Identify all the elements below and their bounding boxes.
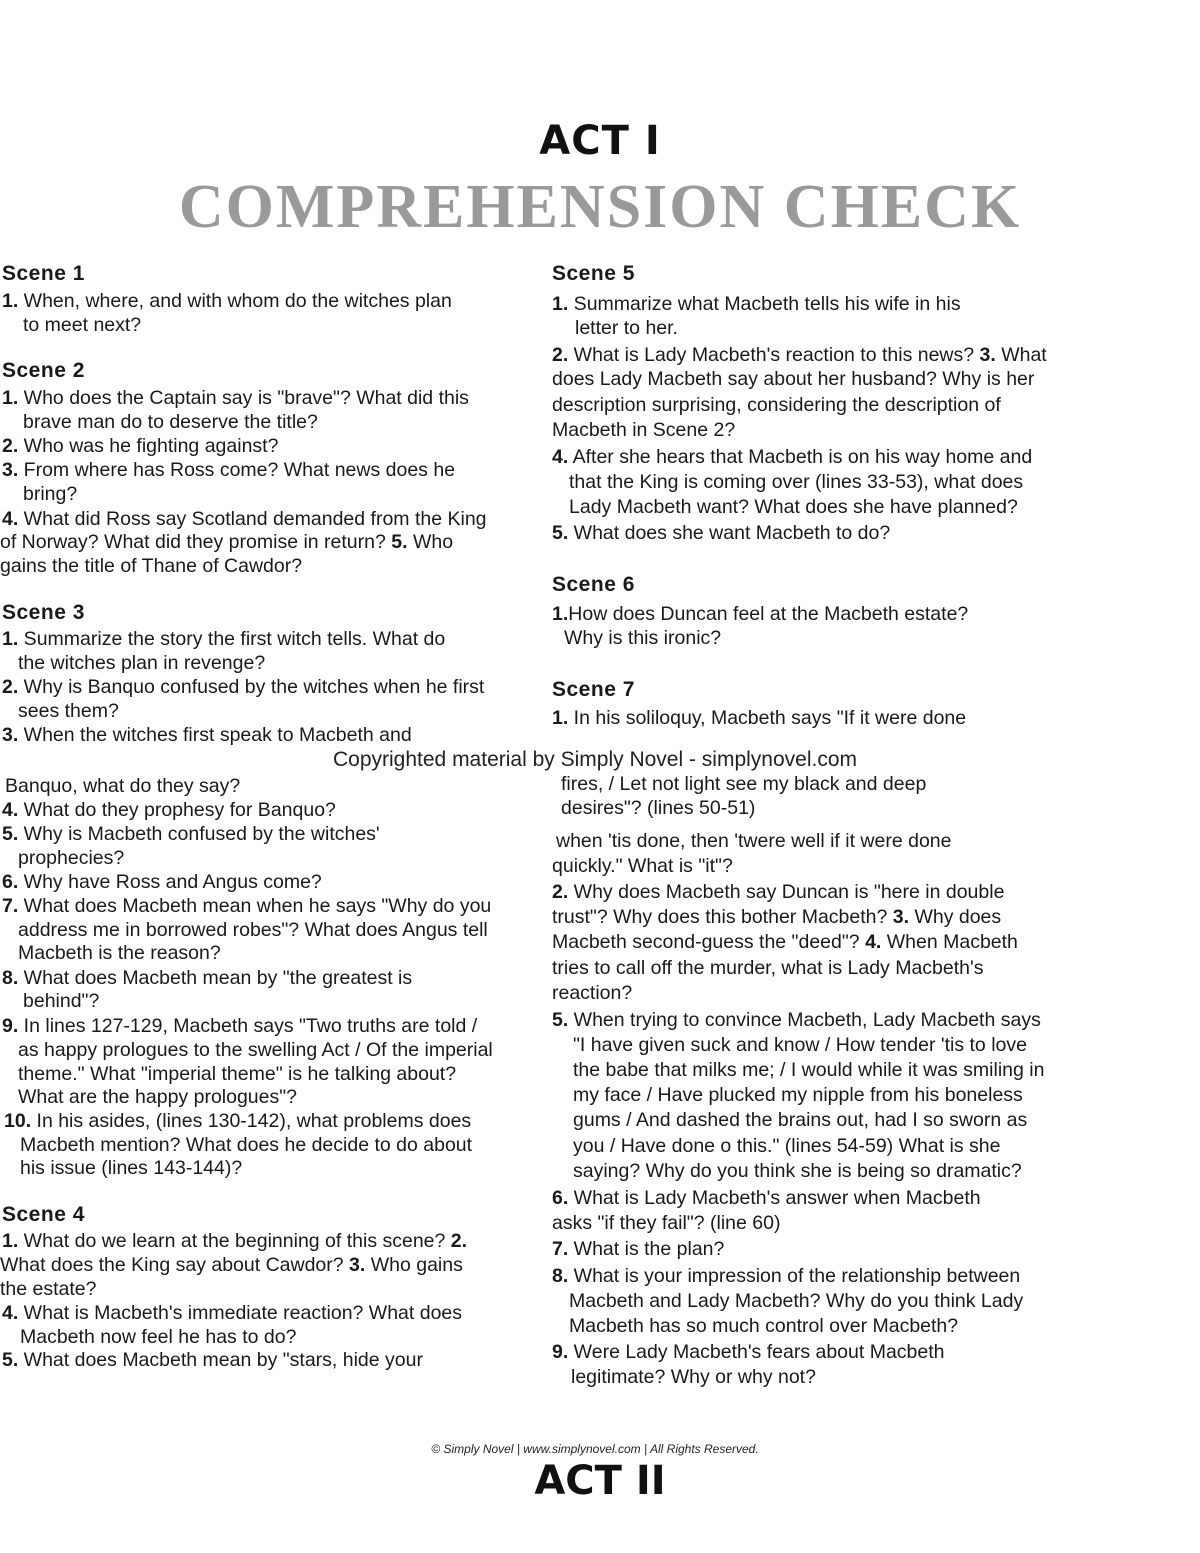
question-line: 1. In his soliloquy, Macbeth says "If it were done <box>552 707 967 729</box>
question-line: brave man do to deserve the title? <box>23 411 318 433</box>
question-line: 5. What does she want Macbeth to do? <box>552 522 891 544</box>
question-line: Macbeth is the reason? <box>18 942 221 964</box>
question-line: when 'tis done, then 'twere well if it were done <box>556 830 952 852</box>
copyright-watermark: Copyrighted material by Simply Novel - simplynovel.com <box>333 748 858 771</box>
question-line: his issue (lines 143-144)? <box>20 1157 243 1179</box>
question-line: description surprising, considering the description of <box>552 394 1001 416</box>
scene-4-heading: Scene 4 <box>2 1203 85 1226</box>
question-line: gains the title of Thane of Cawdor? <box>0 555 303 577</box>
question-line: 2. Who was he fighting against? <box>2 435 279 457</box>
question-line: saying? Why do you think she is being so dramatic? <box>573 1160 1022 1182</box>
scene-5-heading: Scene 5 <box>552 262 635 285</box>
question-line: does Lady Macbeth say about her husband? Why is her <box>552 368 1035 390</box>
question-line: 1. Summarize what Macbeth tells his wife in his <box>552 293 961 315</box>
question-line: 8. What does Macbeth mean by "the greatest is <box>2 967 413 989</box>
question-line: 1. When, where, and with whom do the witches plan <box>2 290 452 312</box>
scene-1-heading: Scene 1 <box>2 262 85 285</box>
question-line: 1. Summarize the story the first witch tells. What do <box>2 628 446 650</box>
question-line: 2. Why does Macbeth say Duncan is "here in double <box>552 881 1005 903</box>
question-line: quickly." What is "it"? <box>552 855 733 877</box>
question-line: reaction? <box>552 982 633 1004</box>
question-line: 10. In his asides, (lines 130-142), what problems does <box>4 1110 472 1132</box>
question-line: 9. Were Lady Macbeth's fears about Macbeth <box>552 1341 945 1363</box>
question-line: prophecies? <box>18 847 125 869</box>
question-line: 4. What do they prophesy for Banquo? <box>2 799 336 821</box>
question-line: Why is this ironic? <box>564 627 722 649</box>
next-act-title: ACT II <box>534 1458 666 1504</box>
question-line: asks "if they fail"? (line 60) <box>552 1212 781 1234</box>
scene-2-heading: Scene 2 <box>2 359 85 382</box>
question-line: 5. When trying to convince Macbeth, Lady Macbeth says <box>552 1009 1041 1031</box>
footer-copyright: © Simply Novel | www.simplynovel.com | All Rights Reserved. <box>431 1442 759 1456</box>
question-line: Lady Macbeth want? What does she have planned? <box>569 496 1018 518</box>
question-line: 6. What is Lady Macbeth's answer when Macbeth <box>552 1187 981 1209</box>
question-line: What are the happy prologues"? <box>18 1086 298 1108</box>
question-line: 2. Why is Banquo confused by the witches when he first <box>2 676 485 698</box>
question-line: 4. What is Macbeth's immediate reaction? What does <box>2 1302 463 1324</box>
question-line: the witches plan in revenge? <box>18 652 266 674</box>
question-line: letter to her. <box>575 317 678 339</box>
question-line: the estate? <box>0 1278 97 1300</box>
question-line: my face / Have plucked my nipple from his boneless <box>573 1084 1023 1106</box>
question-line: 1. What do we learn at the beginning of this scene? 2. <box>2 1230 468 1252</box>
question-line: 1.How does Duncan feel at the Macbeth estate? <box>552 603 969 625</box>
question-line: that the King is coming over (lines 33-53), what does <box>569 471 1024 493</box>
question-line: 9. In lines 127-129, Macbeth says "Two truths are told / <box>2 1015 478 1037</box>
question-line: 6. Why have Ross and Angus come? <box>2 871 322 893</box>
scene-7-heading: Scene 7 <box>552 678 635 701</box>
scene-3-heading: Scene 3 <box>2 601 85 624</box>
question-line: "I have given suck and know / How tender 'tis to love <box>573 1034 1027 1056</box>
question-line: What does the King say about Cawdor? 3. Who gains <box>0 1254 463 1276</box>
question-line: desires"? (lines 50-51) <box>561 797 756 819</box>
question-line: 1. Who does the Captain say is "brave"? What did this <box>2 387 469 409</box>
question-line: 4. After she hears that Macbeth is on his way home and <box>552 446 1033 468</box>
question-line: Macbeth now feel he has to do? <box>20 1326 297 1348</box>
question-line: 3. When the witches first speak to Macbeth and <box>2 724 412 746</box>
question-line: Macbeth second-guess the "deed"? 4. When Macbeth <box>552 931 1018 953</box>
question-line: sees them? <box>18 700 119 722</box>
question-line: 2. What is Lady Macbeth's reaction to this news? 3. What <box>552 344 1047 366</box>
question-line: behind"? <box>23 990 100 1012</box>
question-line: the babe that milks me; / I would while it was smiling in <box>573 1059 1045 1081</box>
question-line: Banquo, what do they say? <box>5 775 241 797</box>
question-line: trust"? Why does this bother Macbeth? 3. Why does <box>552 906 1002 928</box>
question-line: Macbeth mention? What does he decide to do about <box>20 1134 473 1156</box>
question-line: 7. What is the plan? <box>552 1238 725 1260</box>
question-line: Macbeth in Scene 2? <box>552 419 736 441</box>
question-line: 5. What does Macbeth mean by "stars, hide your <box>2 1349 423 1371</box>
scene-6-heading: Scene 6 <box>552 573 635 596</box>
question-line: to meet next? <box>23 314 142 336</box>
question-line: tries to call off the murder, what is Lady Macbeth's <box>552 957 984 979</box>
question-line: gums / And dashed the brains out, had I so sworn as <box>573 1109 1028 1131</box>
question-line: 7. What does Macbeth mean when he says "Why do you <box>2 895 492 917</box>
question-line: bring? <box>23 483 78 505</box>
question-line: Macbeth and Lady Macbeth? Why do you think Lady <box>569 1290 1024 1312</box>
question-line: you / Have done o this." (lines 54-59) What is she <box>573 1135 1001 1157</box>
question-line: address me in borrowed robes"? What does Angus tell <box>18 919 488 941</box>
question-line: 8. What is your impression of the relationship between <box>552 1265 1021 1287</box>
question-line: fires, / Let not light see my black and deep <box>561 773 927 795</box>
page-title: COMPREHENSION CHECK <box>178 173 1022 241</box>
question-line: as happy prologues to the swelling Act / Of the imperial <box>18 1039 493 1061</box>
question-line: 3. From where has Ross come? What news does he <box>2 459 456 481</box>
act-title: ACT I <box>539 118 661 164</box>
question-line: legitimate? Why or why not? <box>571 1366 816 1388</box>
question-line: 5. Why is Macbeth confused by the witches' <box>2 823 380 845</box>
question-line: of Norway? What did they promise in return? 5. Who <box>0 531 454 553</box>
question-line: 4. What did Ross say Scotland demanded from the King <box>2 508 487 530</box>
question-line: theme." What "imperial theme" is he talking about? <box>18 1063 457 1085</box>
question-line: Macbeth has so much control over Macbeth? <box>569 1315 959 1337</box>
